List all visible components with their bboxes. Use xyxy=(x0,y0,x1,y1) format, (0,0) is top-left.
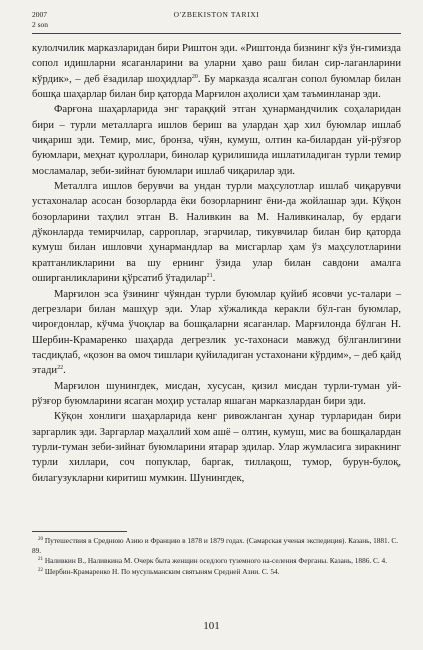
paragraph xyxy=(32,379,401,410)
footnote-rule xyxy=(32,531,127,532)
paragraph-text: кулолчилик марказларидан бири Риштон эди. «Риштонда бизнинг кўз ўн-гимизда сопол идишларни ясаганларини ва уларни ҳаво раш билан сир-лаганларини кўрдик», – деб ёзадилар шоҳидлар xyxy=(32,43,401,85)
paragraph-text: Марғилон шунингдек, мисдан, хусусан, қизил мисдан турли-туман уй-рўзғор буюмларини ясаган моҳир усталар яшаган марказлардан бири эди. xyxy=(32,380,401,407)
footnote-number: 22 xyxy=(38,567,43,573)
paragraph-text: . xyxy=(63,365,66,377)
paragraph xyxy=(32,102,401,179)
footnote-text: Шербин-Крамаренко Н. По мусульманским святыням Средней Азии. С. 54. xyxy=(44,566,280,576)
paragraph-text: Марғилон эса ўзининг чўяндан турли буюмлар қуйиб ясовчи ус-талари – дегрезлари билан машҳур эди. Улар хўжаликда керакли бўл-ган буюмлар, чироғдонлар, кўчма ўчоқлар ва бошқаларни ясаганлар. Марғилонда бўлган Н. Шербин-Крамаренко шаҳарда дегрезлик ус-тахонаси мавжуд бўлганлигини тасдиқлаб, «қозон ва омоч тишлари қуйиладиган устахонани кўрдим», – деб қайд этади xyxy=(32,288,401,377)
header-year: 2007 xyxy=(32,10,47,19)
header-rule xyxy=(32,33,401,34)
paragraph xyxy=(32,179,401,286)
footnote xyxy=(32,536,401,555)
paragraph-text: . Бу марказда ясалган сопол буюмлар билан бошқа шаҳарлар билан бир қаторда Марғилон аҳолиси ҳам таъминланар эди. xyxy=(32,73,402,101)
footnote-text: Путешествия в Среднюю Азию и Францию в 1878 и 1879 годах. (Самарская ученая экспедиция). Казань, 1881. С. 89. xyxy=(32,536,399,555)
paragraph xyxy=(32,409,401,486)
paragraph xyxy=(32,287,401,379)
body-text xyxy=(32,41,401,486)
footnote-ref: 21 xyxy=(206,273,213,280)
footnote xyxy=(32,567,401,577)
footnote-number: 21 xyxy=(38,557,43,563)
paragraph-text: Фарғона шаҳарларида энг тараққий этган ҳунармандчилик соҳаларидан бири – турли металларга ишлов бериш ва улардан ҳар хил буюмлар ишлаб чиқариш эди. Темир, мис, бронза, чўян, кумуш, олтин ка-билардан уй-рўзғор буюмлари, меҳнат қуроллари, бинолар қурилишида ишлатиладиган турли темир мосламалар, зеби-зийнат буюмлари ишлаб чиқарилар эди. xyxy=(32,104,401,177)
header-title: O'ZBEKISTON TARIXI xyxy=(173,10,260,19)
paragraph-text: . xyxy=(212,273,216,285)
paragraph-text: Металлга ишлов берувчи ва ундан турли маҳсулотлар ишлаб чиқарувчи устахоналар асосан бозорларда ёки бозорларнинг ёни-да жойлашар эди. Кўқон бозорларини таҳлил этган В. Наливкин ва М. Наливкиналар, бу ердаги дўконларда темирчилар, сарроплар, эгарчилар, тикувчилар билан бир қаторда кумуш билан ишловчи ҳунармандлар ва мисгарлар ҳам ўз маҳсулотларини кратганликларини ва шу ернинг ўзида улар билан савдони амалга оширганликларини қўрсатиб ўтадилар xyxy=(32,181,401,285)
footnote-ref: 22 xyxy=(57,365,64,372)
header-volume: 2 son xyxy=(32,20,49,29)
footnotes xyxy=(32,536,401,577)
footnote-number: 20 xyxy=(38,537,43,542)
paragraph-text: Кўқон хонлиги шаҳарларида кенг ривожланган ҳунар турларидан бири заргарлик эди. Заргарлар маҳаллий хом ашё – олтин, кумуш, мис ва бошқалардан турли-туман зеби-зийнат буюмларини ятарар эдилар. Улар жумласига зиракнинг турли хиллари, соч попуклар, баргак, тиллақош, тумор, бурун-булоқ, билагузукларни киритиш мумкин. Шунингдек, xyxy=(32,411,401,484)
page-number: 101 xyxy=(203,620,220,632)
footnote-text: Наливкин В., Наливкина М. Очерк быта женщин оседлого туземного на-селения Ферганы. Казань, 1886. С. 4. xyxy=(44,556,388,566)
footnote xyxy=(32,556,401,566)
footnote-ref: 20 xyxy=(191,73,198,80)
paragraph xyxy=(32,41,401,102)
